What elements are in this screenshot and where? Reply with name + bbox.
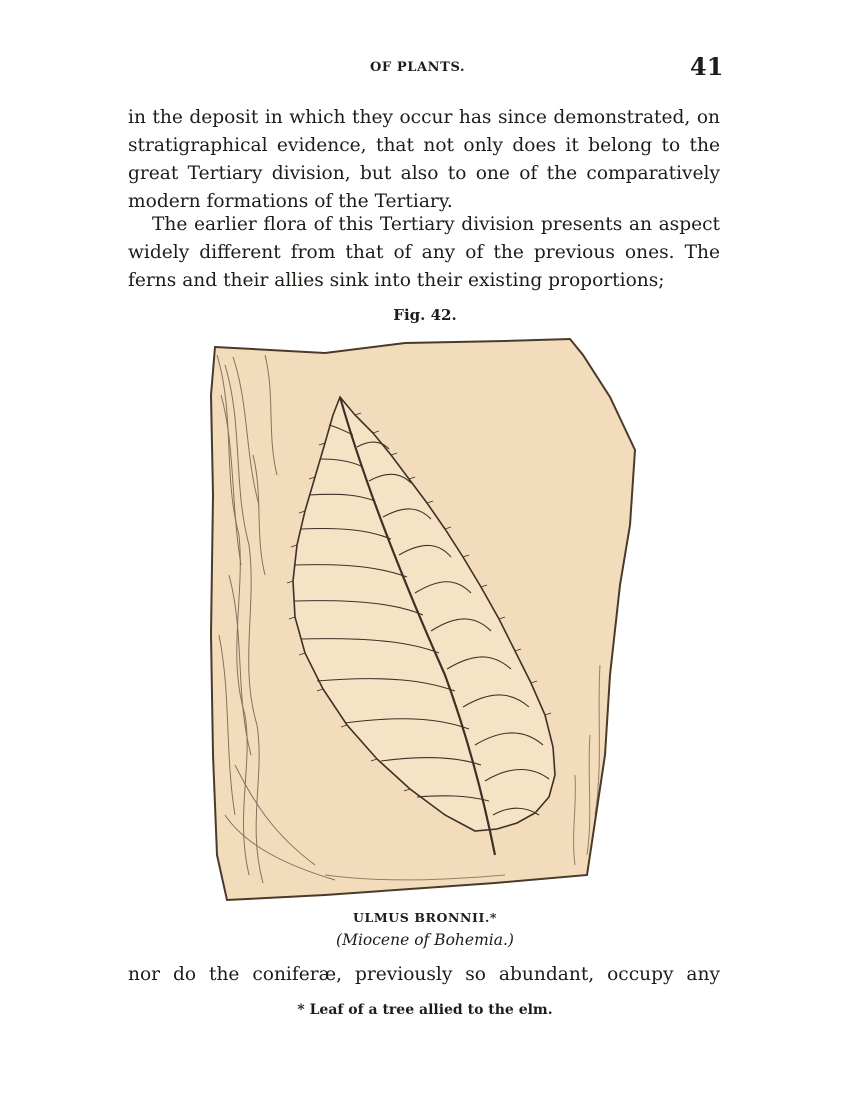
paragraph-1: in the deposit in which they occur has since demonstrated, on stratigraphical evidence, that not only does it belong to the great Tertiary division, but also to one of the comparatively modern formations of the Tertiary. [128, 107, 720, 212]
paragraph-2: The earlier flora of this Tertiary division presents an aspect widely different from that of any of the previous ones. The ferns and their allies sink into their existing proportions; [128, 214, 720, 291]
page-number: 41 [690, 52, 724, 81]
footnote: * Leaf of a tree allied to the elm. [297, 1002, 553, 1018]
figure-label: Fig. 42. [393, 306, 457, 324]
paragraph-3: nor do the coniferæ, previously so abundant, occupy any [128, 964, 720, 985]
figure-caption-subtitle: (Miocene of Bohemia.) [336, 931, 514, 949]
running-title: OF PLANTS. [370, 60, 466, 75]
running-head [0, 52, 850, 82]
figure-caption-title: ULMUS BRONNII.* [352, 910, 498, 925]
fossil-leaf-illustration [205, 335, 645, 905]
